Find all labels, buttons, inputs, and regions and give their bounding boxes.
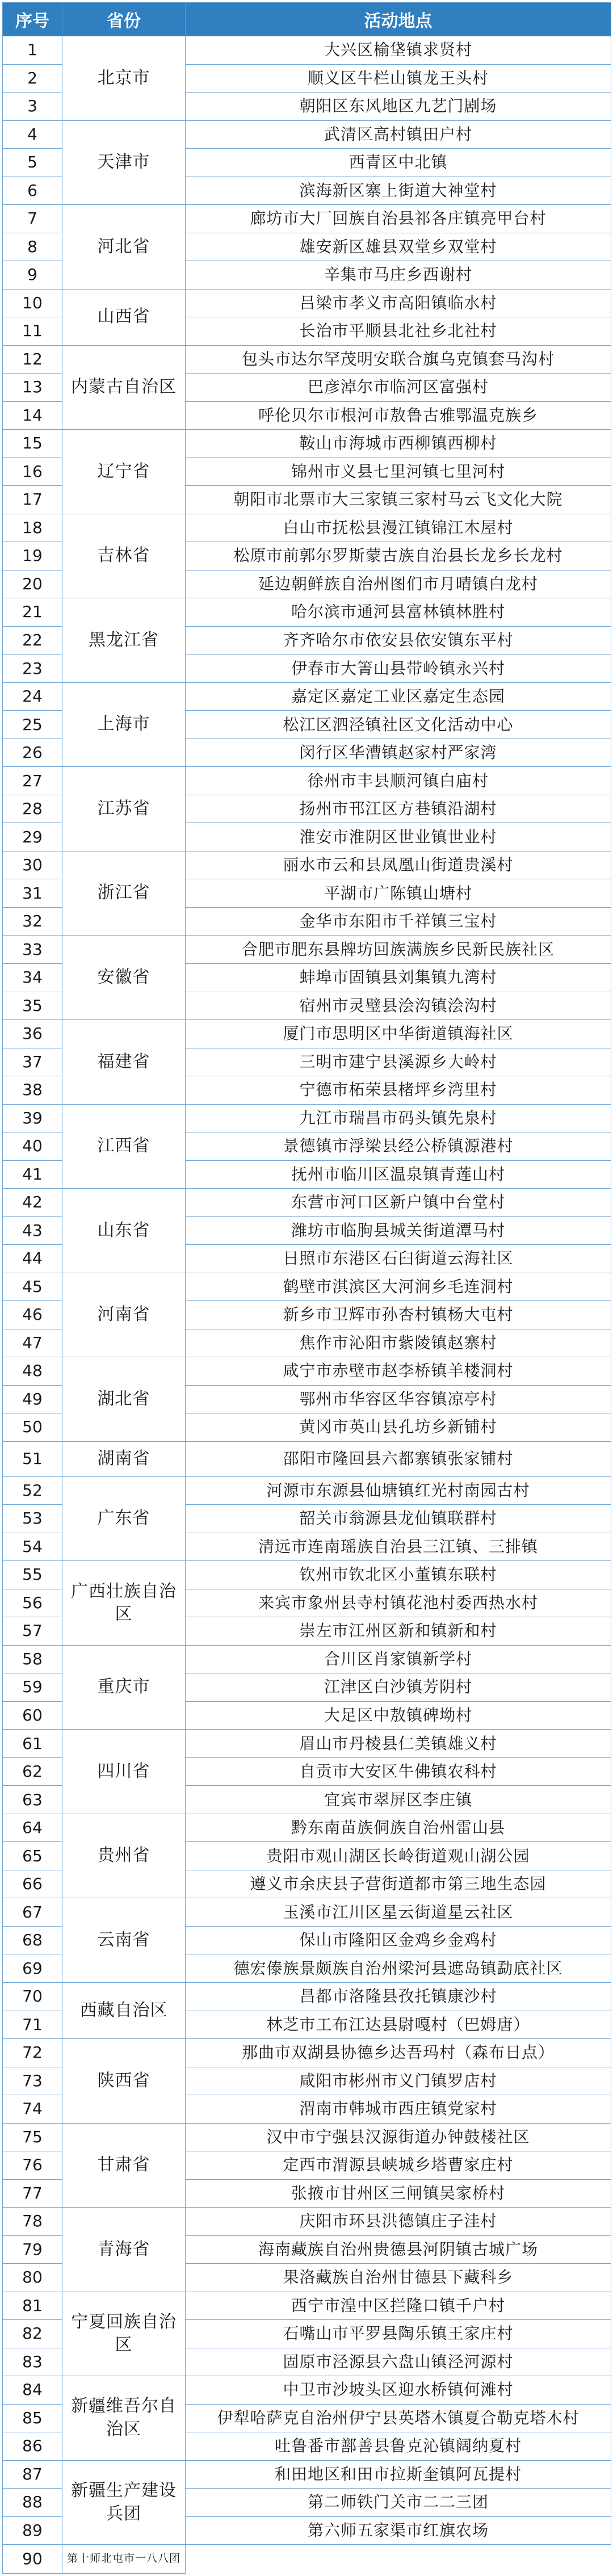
- location-cell: 闵行区华漕镇赵家村严家湾: [186, 739, 611, 767]
- table-row: [3, 1561, 611, 1589]
- location-cell: 哈尔滨市通河县富林镇林胜村: [186, 598, 611, 627]
- row-number: 12: [3, 345, 62, 374]
- location-cell: 嘉定区嘉定工业区嘉定生态园: [186, 682, 611, 711]
- header-row: [3, 3, 611, 36]
- table-row: [3, 289, 611, 317]
- header-province: 省份: [62, 3, 186, 36]
- row-number: 21: [3, 598, 62, 627]
- province-cell: 福建省: [62, 1020, 186, 1105]
- row-number: 35: [3, 992, 62, 1020]
- location-cell: 德宏傣族景颇族自治州梁河县遮岛镇勐底社区: [186, 1954, 611, 1983]
- row-number: 84: [3, 2376, 62, 2405]
- location-cell: 眉山市丹棱县仁美镇雄义村: [186, 1730, 611, 1758]
- row-number: 59: [3, 1673, 62, 1702]
- location-cell: 黔东南苗族侗族自治州雷山县: [186, 1814, 611, 1842]
- row-number: 79: [3, 2235, 62, 2264]
- row-number: 31: [3, 879, 62, 908]
- province-cell: 云南省: [62, 1898, 186, 1983]
- location-cell: 渭南市韩城市西庄镇党家村: [186, 2095, 611, 2124]
- table-row: [3, 2292, 611, 2320]
- location-cell: 呼伦贝尔市根河市敖鲁古雅鄂温克族乡: [186, 401, 611, 430]
- location-cell: 玉溪市江川区星云街道星云社区: [186, 1898, 611, 1927]
- province-cell: 西藏自治区: [62, 1982, 186, 2038]
- location-cell: 张掖市甘州区三闸镇吴家桥村: [186, 2179, 611, 2208]
- location-cell: 大足区中敖镇碑坳村: [186, 1701, 611, 1730]
- location-cell: 鹤壁市淇滨区大河涧乡毛连洞村: [186, 1273, 611, 1301]
- location-cell: 锦州市义县七里河镇七里河村: [186, 458, 611, 486]
- location-cell: 昌都市洛隆县孜托镇康沙村: [186, 1982, 611, 2011]
- province-cell: 北京市: [62, 36, 186, 121]
- row-number: 68: [3, 1926, 62, 1954]
- row-number: 62: [3, 1757, 62, 1786]
- location-cell: 东营市河口区新户镇中台堂村: [186, 1189, 611, 1217]
- location-cell: 巴彦淖尔市临河区富强村: [186, 374, 611, 402]
- location-cell: 徐州市丰县顺河镇白庙村: [186, 767, 611, 795]
- row-number: 9: [3, 261, 62, 290]
- table-row: [3, 2208, 611, 2236]
- location-cell: 鄂州市华容区华容镇凉亭村: [186, 1385, 611, 1413]
- table-body: [3, 36, 611, 2574]
- table-row: [3, 36, 611, 65]
- row-number: 29: [3, 823, 62, 851]
- row-number: 7: [3, 205, 62, 233]
- location-cell: 新乡市卫辉市孙杏村镇杨大屯村: [186, 1301, 611, 1329]
- province-cell: 宁夏回族自治区: [62, 2292, 186, 2376]
- location-cell: 邵阳市隆回县六都寨镇张家铺村: [186, 1441, 611, 1476]
- table-row: [3, 2376, 611, 2405]
- location-cell: 遵义市余庆县子营街道都市第三地生态园: [186, 1870, 611, 1898]
- location-cell: 大兴区榆垡镇求贤村: [186, 36, 611, 65]
- province-cell: 贵州省: [62, 1814, 186, 1898]
- location-cell: 宿州市灵璧县浍沟镇浍沟村: [186, 992, 611, 1020]
- table-row: [3, 598, 611, 627]
- location-cell: 鞍山市海城市西柳镇西柳村: [186, 430, 611, 458]
- row-number: 77: [3, 2179, 62, 2208]
- row-number: 46: [3, 1301, 62, 1329]
- row-number: 66: [3, 1870, 62, 1898]
- province-cell: 新疆生产建设兵团: [62, 2460, 186, 2545]
- row-number: 33: [3, 935, 62, 964]
- table-row: [3, 1273, 611, 1301]
- location-cell: 中卫市沙坡头区迎水桥镇何滩村: [186, 2376, 611, 2405]
- location-cell: 潍坊市临朐县城关街道潭马村: [186, 1216, 611, 1245]
- location-cell: 淮安市淮阴区世业镇世业村: [186, 823, 611, 851]
- row-number: 3: [3, 93, 62, 121]
- location-cell: 武清区高村镇田户村: [186, 120, 611, 149]
- location-cell: 松江区泗泾镇社区文化活动中心: [186, 711, 611, 739]
- location-cell: 来宾市象州县寺村镇花池村委西热水村: [186, 1589, 611, 1617]
- province-cell: 江西省: [62, 1104, 186, 1189]
- location-cell: 庆阳市环县洪德镇庄子洼村: [186, 2208, 611, 2236]
- table-row: [3, 1982, 611, 2011]
- province-cell: 广西壮族自治区: [62, 1561, 186, 1646]
- table-row: [3, 682, 611, 711]
- row-number: 86: [3, 2432, 62, 2461]
- table-row: [3, 1441, 611, 1476]
- province-cell: 浙江省: [62, 851, 186, 935]
- location-cell: 合肥市肥东县牌坊回族满族乡民新民族社区: [186, 935, 611, 964]
- province-cell: 甘肃省: [62, 2123, 186, 2208]
- row-number: 47: [3, 1329, 62, 1357]
- table-row: [3, 2545, 611, 2574]
- location-cell: 宜宾市翠屏区李庄镇: [186, 1786, 611, 1814]
- table-row: [3, 851, 611, 879]
- location-cell: 咸宁市赤壁市赵李桥镇羊楼洞村: [186, 1357, 611, 1386]
- row-number: 74: [3, 2095, 62, 2124]
- table-row: [3, 1476, 611, 1505]
- location-cell: 河源市东源县仙塘镇红光村南园古村: [186, 1476, 611, 1505]
- row-number: 26: [3, 739, 62, 767]
- province-cell: 内蒙古自治区: [62, 345, 186, 430]
- province-cell: 黑龙江省: [62, 598, 186, 683]
- location-cell: 石嘴山市平罗县陶乐镇王家庄村: [186, 2320, 611, 2348]
- row-number: 30: [3, 851, 62, 879]
- location-cell: 辛集市马庄乡西谢村: [186, 261, 611, 290]
- row-number: 34: [3, 964, 62, 992]
- location-cell: 第二师铁门关市二二三团: [186, 2489, 611, 2517]
- row-number: 83: [3, 2348, 62, 2376]
- table-row: [3, 1898, 611, 1927]
- row-number: 51: [3, 1441, 62, 1476]
- row-number: 22: [3, 626, 62, 655]
- row-number: 37: [3, 1048, 62, 1076]
- province-cell: 陕西省: [62, 2039, 186, 2124]
- location-cell: 咸阳市彬州市义门镇罗店村: [186, 2067, 611, 2095]
- location-cell: 焦作市沁阳市紫陵镇赵寨村: [186, 1329, 611, 1357]
- row-number: 13: [3, 374, 62, 402]
- location-cell: 朝阳区东风地区九艺门剧场: [186, 93, 611, 121]
- table-row: [3, 1020, 611, 1048]
- location-cell: 西青区中北镇: [186, 149, 611, 177]
- row-number: 41: [3, 1160, 62, 1189]
- row-number: 61: [3, 1730, 62, 1758]
- row-number: 73: [3, 2067, 62, 2095]
- row-number: 4: [3, 120, 62, 149]
- location-cell: 定西市渭源县峡城乡塔曹家庄村: [186, 2151, 611, 2180]
- province-cell: 安徽省: [62, 935, 186, 1020]
- row-number: 85: [3, 2404, 62, 2432]
- location-cell: 贵阳市观山湖区长岭街道观山湖公园: [186, 1842, 611, 1870]
- row-number: 19: [3, 542, 62, 570]
- location-cell: 清远市连南瑶族自治县三江镇、三排镇: [186, 1533, 611, 1561]
- row-number: 65: [3, 1842, 62, 1870]
- table-row: [3, 345, 611, 374]
- table-row: [3, 205, 611, 233]
- activity-locations-table: [2, 2, 611, 2574]
- location-cell: 松原市前郭尔罗斯蒙古族自治县长龙乡长龙村: [186, 542, 611, 570]
- province-cell: 重庆市: [62, 1645, 186, 1730]
- activity-locations-table-wrap: [2, 2, 611, 2574]
- row-number: 71: [3, 2011, 62, 2039]
- row-number: 14: [3, 401, 62, 430]
- location-cell: 景德镇市浮梁县经公桥镇源港村: [186, 1132, 611, 1161]
- location-cell: 那曲市双湖县协德乡达吾玛村（森布日点）: [186, 2039, 611, 2067]
- table-row: [3, 1104, 611, 1132]
- table-row: [3, 1730, 611, 1758]
- province-cell: 江苏省: [62, 767, 186, 851]
- location-cell: 黄冈市英山县孔坊乡新铺村: [186, 1413, 611, 1442]
- row-number: 20: [3, 570, 62, 598]
- location-cell: 三明市建宁县溪源乡大岭村: [186, 1048, 611, 1076]
- row-number: 88: [3, 2489, 62, 2517]
- province-cell: 吉林省: [62, 514, 186, 598]
- location-cell: 西宁市湟中区拦隆口镇千户村: [186, 2292, 611, 2320]
- location-cell: 滨海新区寨上街道大神堂村: [186, 177, 611, 205]
- location-cell: 固原市泾源县六盘山镇泾河源村: [186, 2348, 611, 2376]
- row-number: 11: [3, 317, 62, 346]
- location-cell: 朝阳市北票市大三家镇三家村马云飞文化大院: [186, 486, 611, 514]
- location-cell: 吕梁市孝义市高阳镇临水村: [186, 289, 611, 317]
- row-number: 70: [3, 1982, 62, 2011]
- row-number: 42: [3, 1189, 62, 1217]
- row-number: 25: [3, 711, 62, 739]
- row-number: 53: [3, 1505, 62, 1533]
- province-cell: 新疆维吾尔自治区: [62, 2376, 186, 2461]
- row-number: 32: [3, 907, 62, 935]
- row-number: 49: [3, 1385, 62, 1413]
- row-number: 76: [3, 2151, 62, 2180]
- row-number: 87: [3, 2460, 62, 2489]
- location-cell: 厦门市思明区中华街道镇海社区: [186, 1020, 611, 1048]
- location-cell: 顺义区牛栏山镇龙王头村: [186, 64, 611, 93]
- row-number: 90: [3, 2545, 62, 2574]
- row-number: 48: [3, 1357, 62, 1386]
- row-number: 40: [3, 1132, 62, 1161]
- row-number: 54: [3, 1533, 62, 1561]
- row-number: 2: [3, 64, 62, 93]
- location-cell: 崇左市江州区新和镇新和村: [186, 1617, 611, 1646]
- province-cell: 四川省: [62, 1730, 186, 1814]
- location-cell: 雄安新区雄县双堂乡双堂村: [186, 233, 611, 261]
- location-cell: 果洛藏族自治州甘德县下藏科乡: [186, 2264, 611, 2292]
- location-cell: 金华市东阳市千祥镇三宝村: [186, 907, 611, 935]
- row-number: 8: [3, 233, 62, 261]
- row-number: 50: [3, 1413, 62, 1442]
- row-number: 27: [3, 767, 62, 795]
- row-number: 81: [3, 2292, 62, 2320]
- location-cell: 第六师五家渠市红旗农场: [186, 2516, 611, 2545]
- province-cell: 河南省: [62, 1273, 186, 1357]
- province-cell: 山东省: [62, 1189, 186, 1273]
- row-number: 80: [3, 2264, 62, 2292]
- province-cell: 天津市: [62, 120, 186, 205]
- row-number: 63: [3, 1786, 62, 1814]
- location-cell: 延边朝鲜族自治州图们市月晴镇白龙村: [186, 570, 611, 598]
- row-number: 56: [3, 1589, 62, 1617]
- table-row: [3, 430, 611, 458]
- province-cell: 青海省: [62, 2208, 186, 2292]
- row-number: 18: [3, 514, 62, 542]
- row-number: 82: [3, 2320, 62, 2348]
- row-number: 5: [3, 149, 62, 177]
- table-row: [3, 1357, 611, 1386]
- location-cell: 扬州市邗江区方巷镇沿湖村: [186, 795, 611, 823]
- location-cell: 伊犁哈萨克自治州伊宁县英塔木镇夏合勒克塔木村: [186, 2404, 611, 2432]
- row-number: 78: [3, 2208, 62, 2236]
- location-cell: 江津区白沙镇芳阴村: [186, 1673, 611, 1702]
- location-cell: 九江市瑞昌市码头镇先泉村: [186, 1104, 611, 1132]
- location-cell: 第十师北屯市一八八团: [62, 2545, 186, 2574]
- header-location: 活动地点: [186, 3, 611, 36]
- row-number: 69: [3, 1954, 62, 1983]
- row-number: 10: [3, 289, 62, 317]
- location-cell: 和田地区和田市拉斯奎镇阿瓦提村: [186, 2460, 611, 2489]
- row-number: 1: [3, 36, 62, 65]
- location-cell: 海南藏族自治州贵德县河阴镇古城广场: [186, 2235, 611, 2264]
- province-cell: 广东省: [62, 1476, 186, 1561]
- row-number: 39: [3, 1104, 62, 1132]
- table-row: [3, 1645, 611, 1673]
- row-number: 72: [3, 2039, 62, 2067]
- location-cell: 丽水市云和县凤凰山街道贵溪村: [186, 851, 611, 879]
- row-number: 58: [3, 1645, 62, 1673]
- province-cell: 湖南省: [62, 1441, 186, 1476]
- province-cell: 湖北省: [62, 1357, 186, 1442]
- province-cell: 辽宁省: [62, 430, 186, 514]
- row-number: 6: [3, 177, 62, 205]
- location-cell: 日照市东港区石臼街道云海社区: [186, 1245, 611, 1273]
- location-cell: 齐齐哈尔市依安县依安镇东平村: [186, 626, 611, 655]
- location-cell: 平湖市广陈镇山塘村: [186, 879, 611, 908]
- row-number: 67: [3, 1898, 62, 1927]
- location-cell: 林芝市工布江达县尉嘎村（巴姆唐）: [186, 2011, 611, 2039]
- row-number: 17: [3, 486, 62, 514]
- table-header: [3, 3, 611, 36]
- row-number: 28: [3, 795, 62, 823]
- location-cell: 廊坊市大厂回族自治县祁各庄镇亮甲台村: [186, 205, 611, 233]
- row-number: 64: [3, 1814, 62, 1842]
- row-number: 75: [3, 2123, 62, 2151]
- row-number: 89: [3, 2516, 62, 2545]
- location-cell: 韶关市翁源县龙仙镇联群村: [186, 1505, 611, 1533]
- table-row: [3, 767, 611, 795]
- location-cell: 合川区肖家镇新学村: [186, 1645, 611, 1673]
- province-cell: 上海市: [62, 682, 186, 767]
- location-cell: 宁德市柘荣县楮坪乡湾里村: [186, 1076, 611, 1105]
- location-cell: 汉中市宁强县汉源街道办钟鼓楼社区: [186, 2123, 611, 2151]
- location-cell: 钦州市钦北区小董镇东联村: [186, 1561, 611, 1589]
- location-cell: 抚州市临川区温泉镇青莲山村: [186, 1160, 611, 1189]
- location-cell: 白山市抚松县漫江镇锦江木屋村: [186, 514, 611, 542]
- location-cell: 长治市平顺县北社乡北社村: [186, 317, 611, 346]
- row-number: 23: [3, 655, 62, 683]
- row-number: 45: [3, 1273, 62, 1301]
- location-cell: 伊春市大箐山县带岭镇永兴村: [186, 655, 611, 683]
- row-number: 57: [3, 1617, 62, 1646]
- province-cell: 河北省: [62, 205, 186, 290]
- row-number: 15: [3, 430, 62, 458]
- location-cell: 蚌埠市固镇县刘集镇九湾村: [186, 964, 611, 992]
- row-number: 44: [3, 1245, 62, 1273]
- location-cell: 保山市隆阳区金鸡乡金鸡村: [186, 1926, 611, 1954]
- row-number: 24: [3, 682, 62, 711]
- header-seq: 序号: [3, 3, 62, 36]
- table-row: [3, 935, 611, 964]
- row-number: 38: [3, 1076, 62, 1105]
- table-row: [3, 1189, 611, 1217]
- location-cell: 自贡市大安区牛佛镇农科村: [186, 1757, 611, 1786]
- table-row: [3, 2460, 611, 2489]
- table-row: [3, 1814, 611, 1842]
- row-number: 60: [3, 1701, 62, 1730]
- row-number: 36: [3, 1020, 62, 1048]
- row-number: 55: [3, 1561, 62, 1589]
- province-cell: 山西省: [62, 289, 186, 345]
- table-row: [3, 2123, 611, 2151]
- table-row: [3, 514, 611, 542]
- row-number: 43: [3, 1216, 62, 1245]
- row-number: 16: [3, 458, 62, 486]
- row-number: 52: [3, 1476, 62, 1505]
- location-cell: 包头市达尔罕茂明安联合旗乌克镇套马沟村: [186, 345, 611, 374]
- location-cell: 吐鲁番市鄯善县鲁克沁镇阔纳夏村: [186, 2432, 611, 2461]
- table-row: [3, 2039, 611, 2067]
- table-row: [3, 120, 611, 149]
